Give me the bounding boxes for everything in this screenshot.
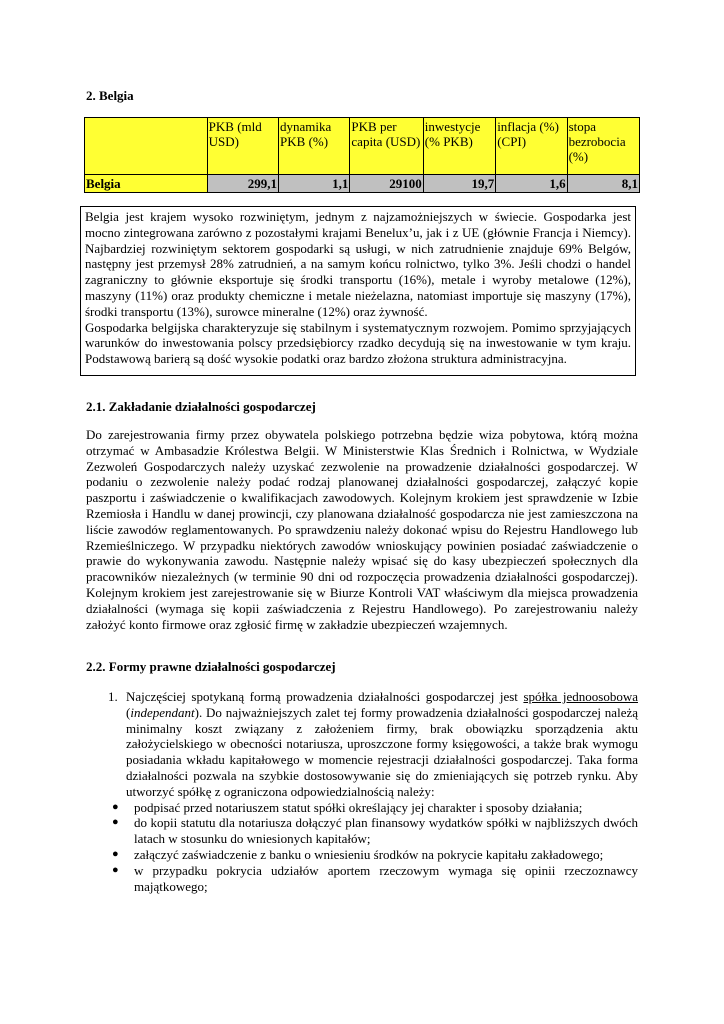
table-header-row	[85, 118, 640, 175]
bullet-icon: ●	[112, 800, 119, 813]
table-row	[85, 175, 640, 193]
bullet-item	[86, 847, 638, 863]
table-cell: 299,1	[207, 175, 278, 193]
summary-paragraph: Belgia jest krajem wysoko rozwiniętym, jednym z najzamożniejszych w świecie. Gospodarka jest mocno zintegrowana zarówno z pozostałymi krajami Benelux’u, jak i z UE (głównie Francja i Niemcy). Najbardziej rozwiniętym sektorem gospodarki są usługi, w nich zatrudnienie znajduje 69% Belgów, następny jest przemysł 28% zatrudnień, a na samym końcu rolnictwo, tylko 3%. Jeśli chodzi o handel zagraniczny to głównie eksportuje się środki transportu (16%), metale i wyroby metalowe (12%), maszyny (11%) oraz produkty chemiczne i metale nieżelazna, natomiast importuje się maszyny (17%), środki transportu (13%), surowce mineralne (12%) oraz żywność.	[85, 209, 631, 319]
table-header-cell	[85, 118, 208, 175]
table-header-cell: PKB per capita (USD)	[350, 118, 423, 175]
table-header-cell: dynamika PKB (%)	[279, 118, 350, 175]
bullet-item	[86, 815, 638, 847]
subsection-title: 2.1. Zakładanie działalności gospodarczej	[86, 399, 316, 414]
table-cell: 1,6	[496, 175, 567, 193]
table-header-cell: inflacja (%) (CPI)	[496, 118, 567, 175]
term-underlined: spółka jednoosobowa	[523, 689, 638, 704]
list-item	[86, 689, 638, 800]
table-cell: 1,1	[279, 175, 350, 193]
bullet-icon: ●	[112, 847, 119, 860]
bullet-list	[86, 800, 638, 895]
item-text: ). Do najważniejszych zalet tej formy prowadzenia działalności gospodarczej należą minimalny koszt związany z założeniem firmy, brak obowiązku sporządzenia aktu założycielskiego w obecności notariusza, uproszczone formy księgowości, a także brak wymogu posiadania wkładu kapitałowego w momencie rejestracji działalności gospodarczej. Taka forma działalności pozwala na szybkie dostosowywanie się do zmieniających się potrzeb rynku. Aby utworzyć spółkę z ograniczona odpowiedzialnością należy:	[126, 704, 638, 799]
bullet-icon: ●	[112, 816, 119, 829]
subsection-title: 2.2. Formy prawne działalności gospodarczej	[86, 659, 336, 674]
list-number: 1.	[108, 689, 118, 704]
bullet-item	[86, 800, 638, 816]
table-header-cell: stopa bezrobocia (%)	[567, 118, 639, 175]
summary-box	[80, 206, 636, 376]
table-cell-country: Belgia	[85, 175, 208, 193]
numbered-list	[86, 689, 638, 894]
table-cell: 19,7	[423, 175, 495, 193]
table-header-cell: inwestycje (% PKB)	[423, 118, 495, 175]
table-header-cell: PKB (mld USD)	[207, 118, 278, 175]
body-paragraph: Do zarejestrowania firmy przez obywatela polskiego potrzebna będzie wiza pobytowa, którą można otrzymać w Ambasadzie Królestwa Belgii. W Ministerstwie Klas Średnich i Rolnictwa, w Wydziale Zezwoleń Gospodarczych należy uzyskać zezwolenie na prowadzenie działalności gospodarczej. W podaniu o zezwolenie należy podać rodzaj planowanej działalności gospodarczej, załączyć kopie paszportu i zaświadczenie o kwalifikacjach zawodowych. Kolejnym krokiem jest sprawdzenie w Izbie Rzemiosła i Handlu w danej prowincji, czy planowana działalność gospodarcza nie jest zamieszczona na liście zawodów reglamentowanych. Po sprawdzeniu należy dokonać wpisu do Rejestru Handlowego lub Rzemieślniczego. W przypadku niektórych zawodów wnioskujący powinien posiadać zaświadczenie o prawie do wykonywania zawodu. Następnie należy wpisać się do kasy ubezpieczeń społecznych dla pracowników niezależnych (w terminie 90 dni od rozpoczęcia prowadzenia działalności gospodarczej). Kolejnym krokiem jest zarejestrowanie się w Biurze Kontroli VAT właściwym dla miejsca prowadzenia działalności (wymaga się kopii zaświadczenia z Rejestru Handlowego). Po zarejestrowaniu należy założyć konto firmowe oraz zgłosić firmę w zakładzie ubezpieczeń wzajemnych.	[86, 427, 638, 632]
bullet-text: podpisać przed notariuszem statut spółki określający jej charakter i sposoby działania;	[134, 799, 583, 815]
bullet-icon: ●	[112, 863, 119, 876]
table-cell: 8,1	[567, 175, 639, 193]
bullet-text: do kopii statutu dla notariusza dołączyć plan finansowy wydatków spółki w najbliższych dwóch latach w stosunku do wniesionych kapitałów;	[134, 815, 638, 847]
item-text: Najczęściej spotykaną formą prowadzenia działalności gospodarczej jest	[126, 689, 518, 704]
bullet-text: w przypadku pokrycia udziałów aportem rzeczowym wymaga się opinii rzeczoznawcy majątkowego;	[134, 862, 638, 894]
table-cell: 29100	[350, 175, 423, 193]
summary-paragraph: Gospodarka belgijska charakteryzuje się stabilnym i systematycznym rozwojem. Pomimo sprzyjających warunków do inwestowania polscy przedsiębiorcy rzadko decydują się na inwestowanie w tym kraju. Podstawową barierą są dość wysokie podatki oraz bardzo złożona struktura administracyjna.	[85, 319, 631, 367]
economic-indicators-table	[84, 117, 640, 193]
term-italic: independant	[130, 704, 195, 720]
bullet-text: załączyć zaświadczenie z banku o wniesieniu środków na pokrycie kapitału zakładowego;	[134, 846, 604, 862]
bullet-item	[86, 863, 638, 895]
item-text: (	[126, 704, 131, 720]
section-title: 2. Belgia	[86, 88, 134, 103]
